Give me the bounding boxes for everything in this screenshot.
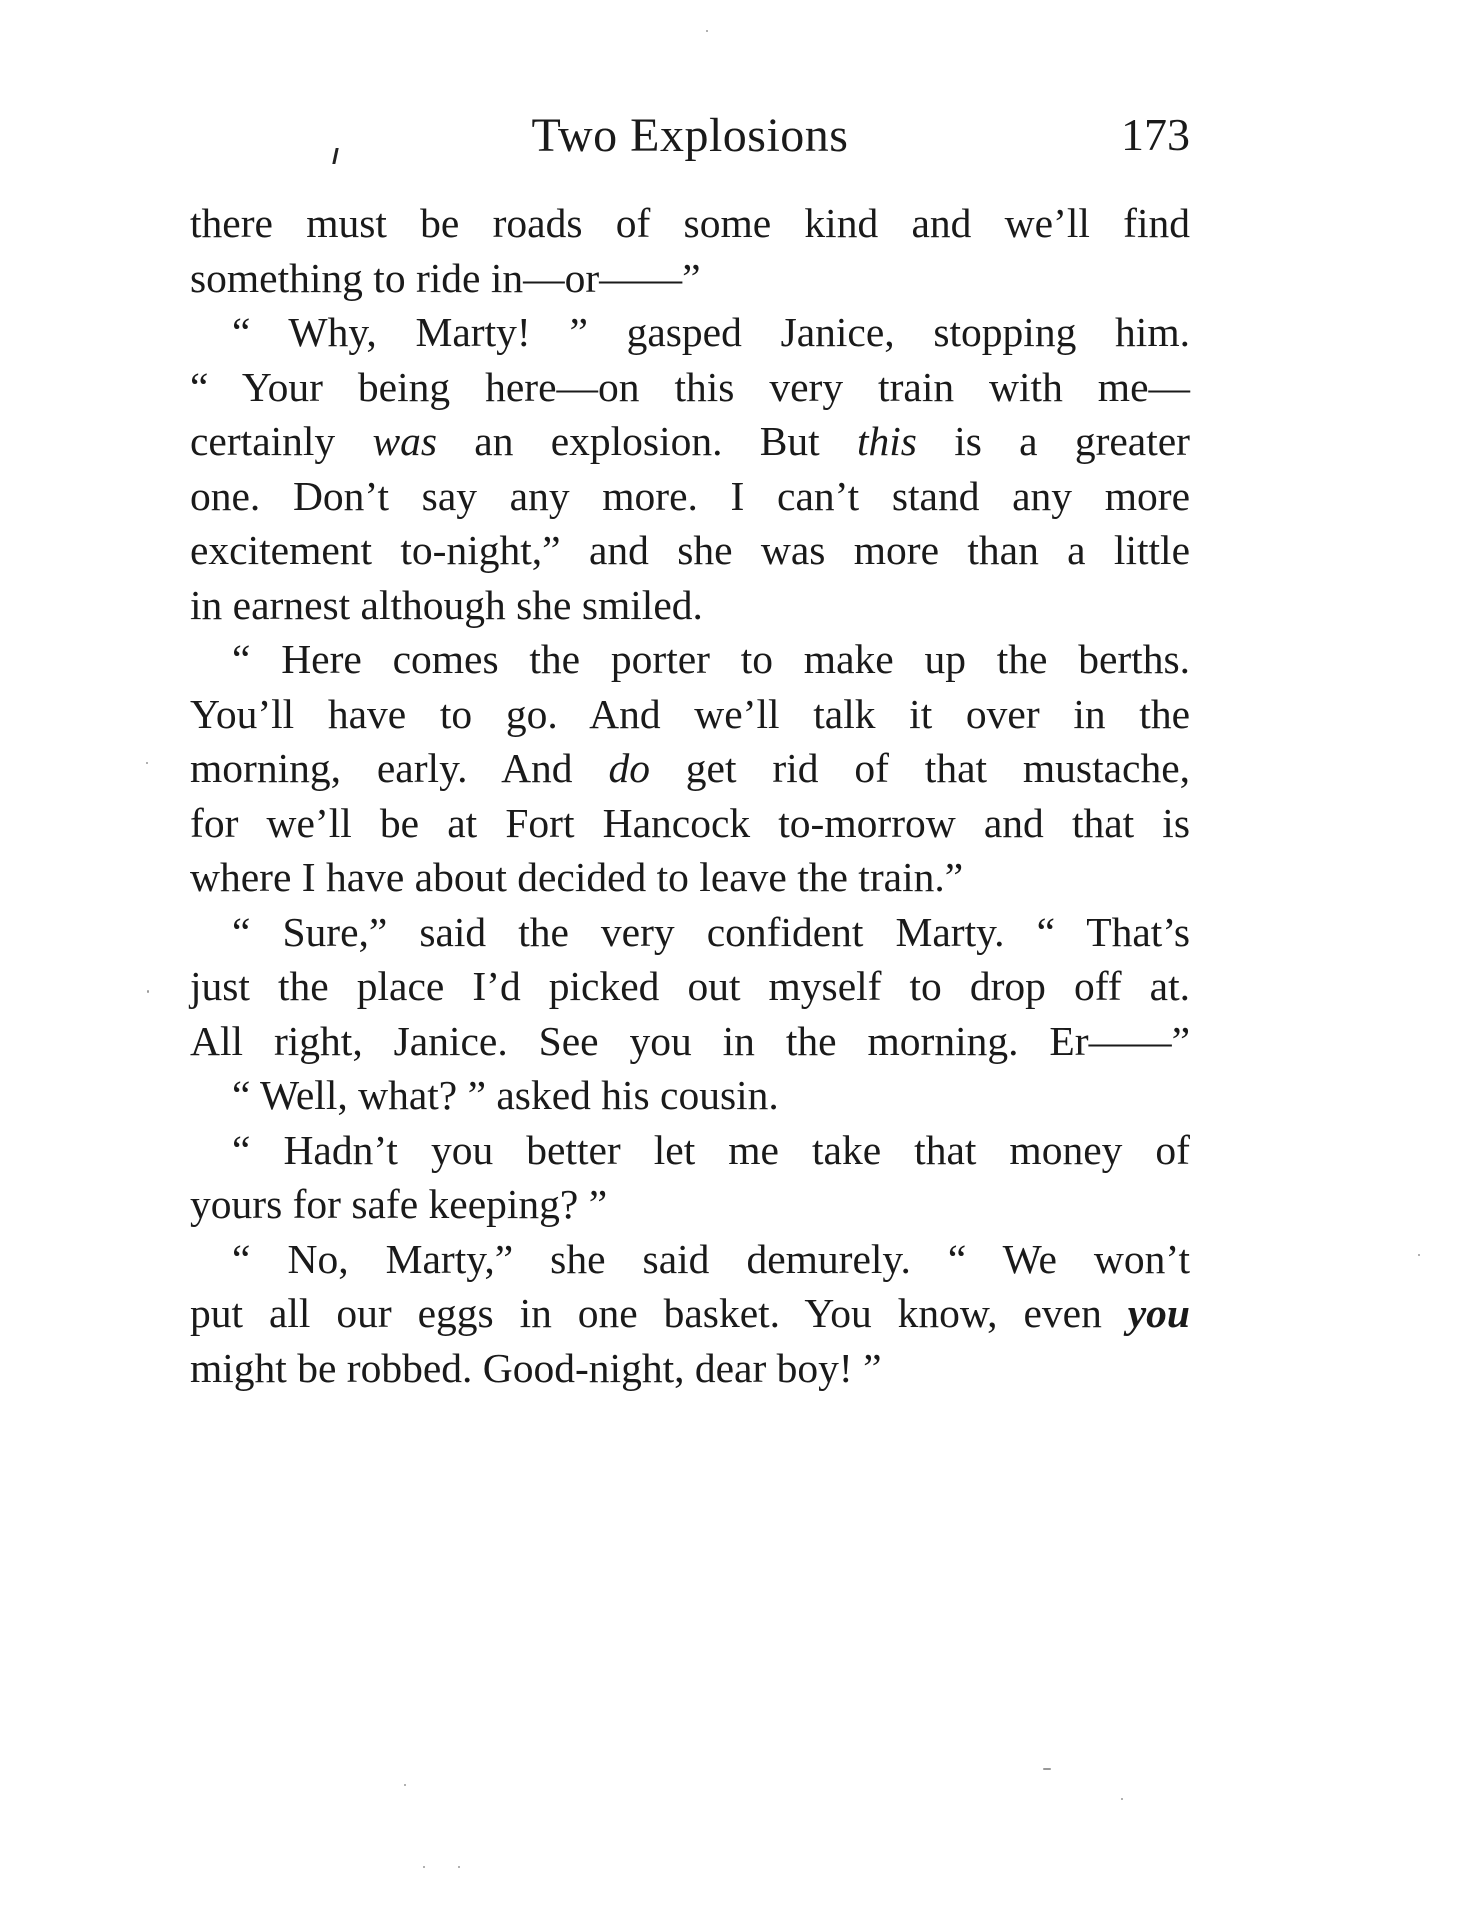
scan-speck [404, 1784, 406, 1786]
chapter-title: Two Explosions [531, 109, 849, 162]
text-line: put all our eggs in one basket. You know, even you [190, 1290, 1190, 1336]
text-line: “ Well, what? ” asked his cousin. [232, 1072, 779, 1118]
text-line: You’ll have to go. And we’ll talk it over in the [190, 690, 1190, 737]
scan-speck [1418, 1254, 1420, 1256]
text-line: “ Sure,” said the very confident Marty. “ That’s [232, 908, 1190, 955]
text-line: excitement to-night,” and she was more than a little [190, 527, 1190, 573]
scan-speck [1043, 1768, 1051, 1770]
scan-speck [1121, 1798, 1123, 1800]
text-line: All right, Janice. See you in the morning. Er——” [190, 1017, 1190, 1064]
text-line: yours for safe keeping? ” [190, 1181, 608, 1227]
text-line: “ Hadn’t you better let me take that money of [232, 1126, 1190, 1173]
text-line: “ Your being here—on this very train with me— [190, 363, 1190, 410]
text-line: certainly was an explosion. But this is a greater [190, 418, 1191, 464]
text-line: just the place I’d picked out myself to drop off at. [190, 963, 1190, 1009]
scan-speck [147, 990, 149, 993]
scan-speck [458, 1866, 460, 1868]
text-line: morning, early. And do get rid of that mustache, [190, 745, 1190, 791]
text-line: might be robbed. Good-night, dear boy! ” [190, 1344, 882, 1391]
text-line: for we’ll be at Fort Hancock to-morrow and that is [190, 799, 1190, 846]
scan-speck [423, 1866, 425, 1868]
page-number: 173 [1121, 109, 1190, 160]
text-line: “ Here comes the porter to make up the berths. [232, 636, 1190, 682]
text-line: one. Don’t say any more. I can’t stand any more [190, 472, 1190, 519]
running-head [190, 108, 1190, 178]
text-line: “ Why, Marty! ” gasped Janice, stopping him. [232, 309, 1190, 355]
text-line: where I have about decided to leave the train.” [190, 854, 964, 900]
text-line: “ No, Marty,” she said demurely. “ We won’t [232, 1235, 1190, 1282]
text-line: there must be roads of some kind and we’ll find [190, 200, 1190, 246]
text-line: something to ride in—or——” [190, 254, 701, 301]
scan-speck [146, 762, 148, 764]
text-line: in earnest although she smiled. [190, 581, 703, 628]
scan-speck [706, 30, 708, 32]
body-text [190, 196, 1190, 1395]
